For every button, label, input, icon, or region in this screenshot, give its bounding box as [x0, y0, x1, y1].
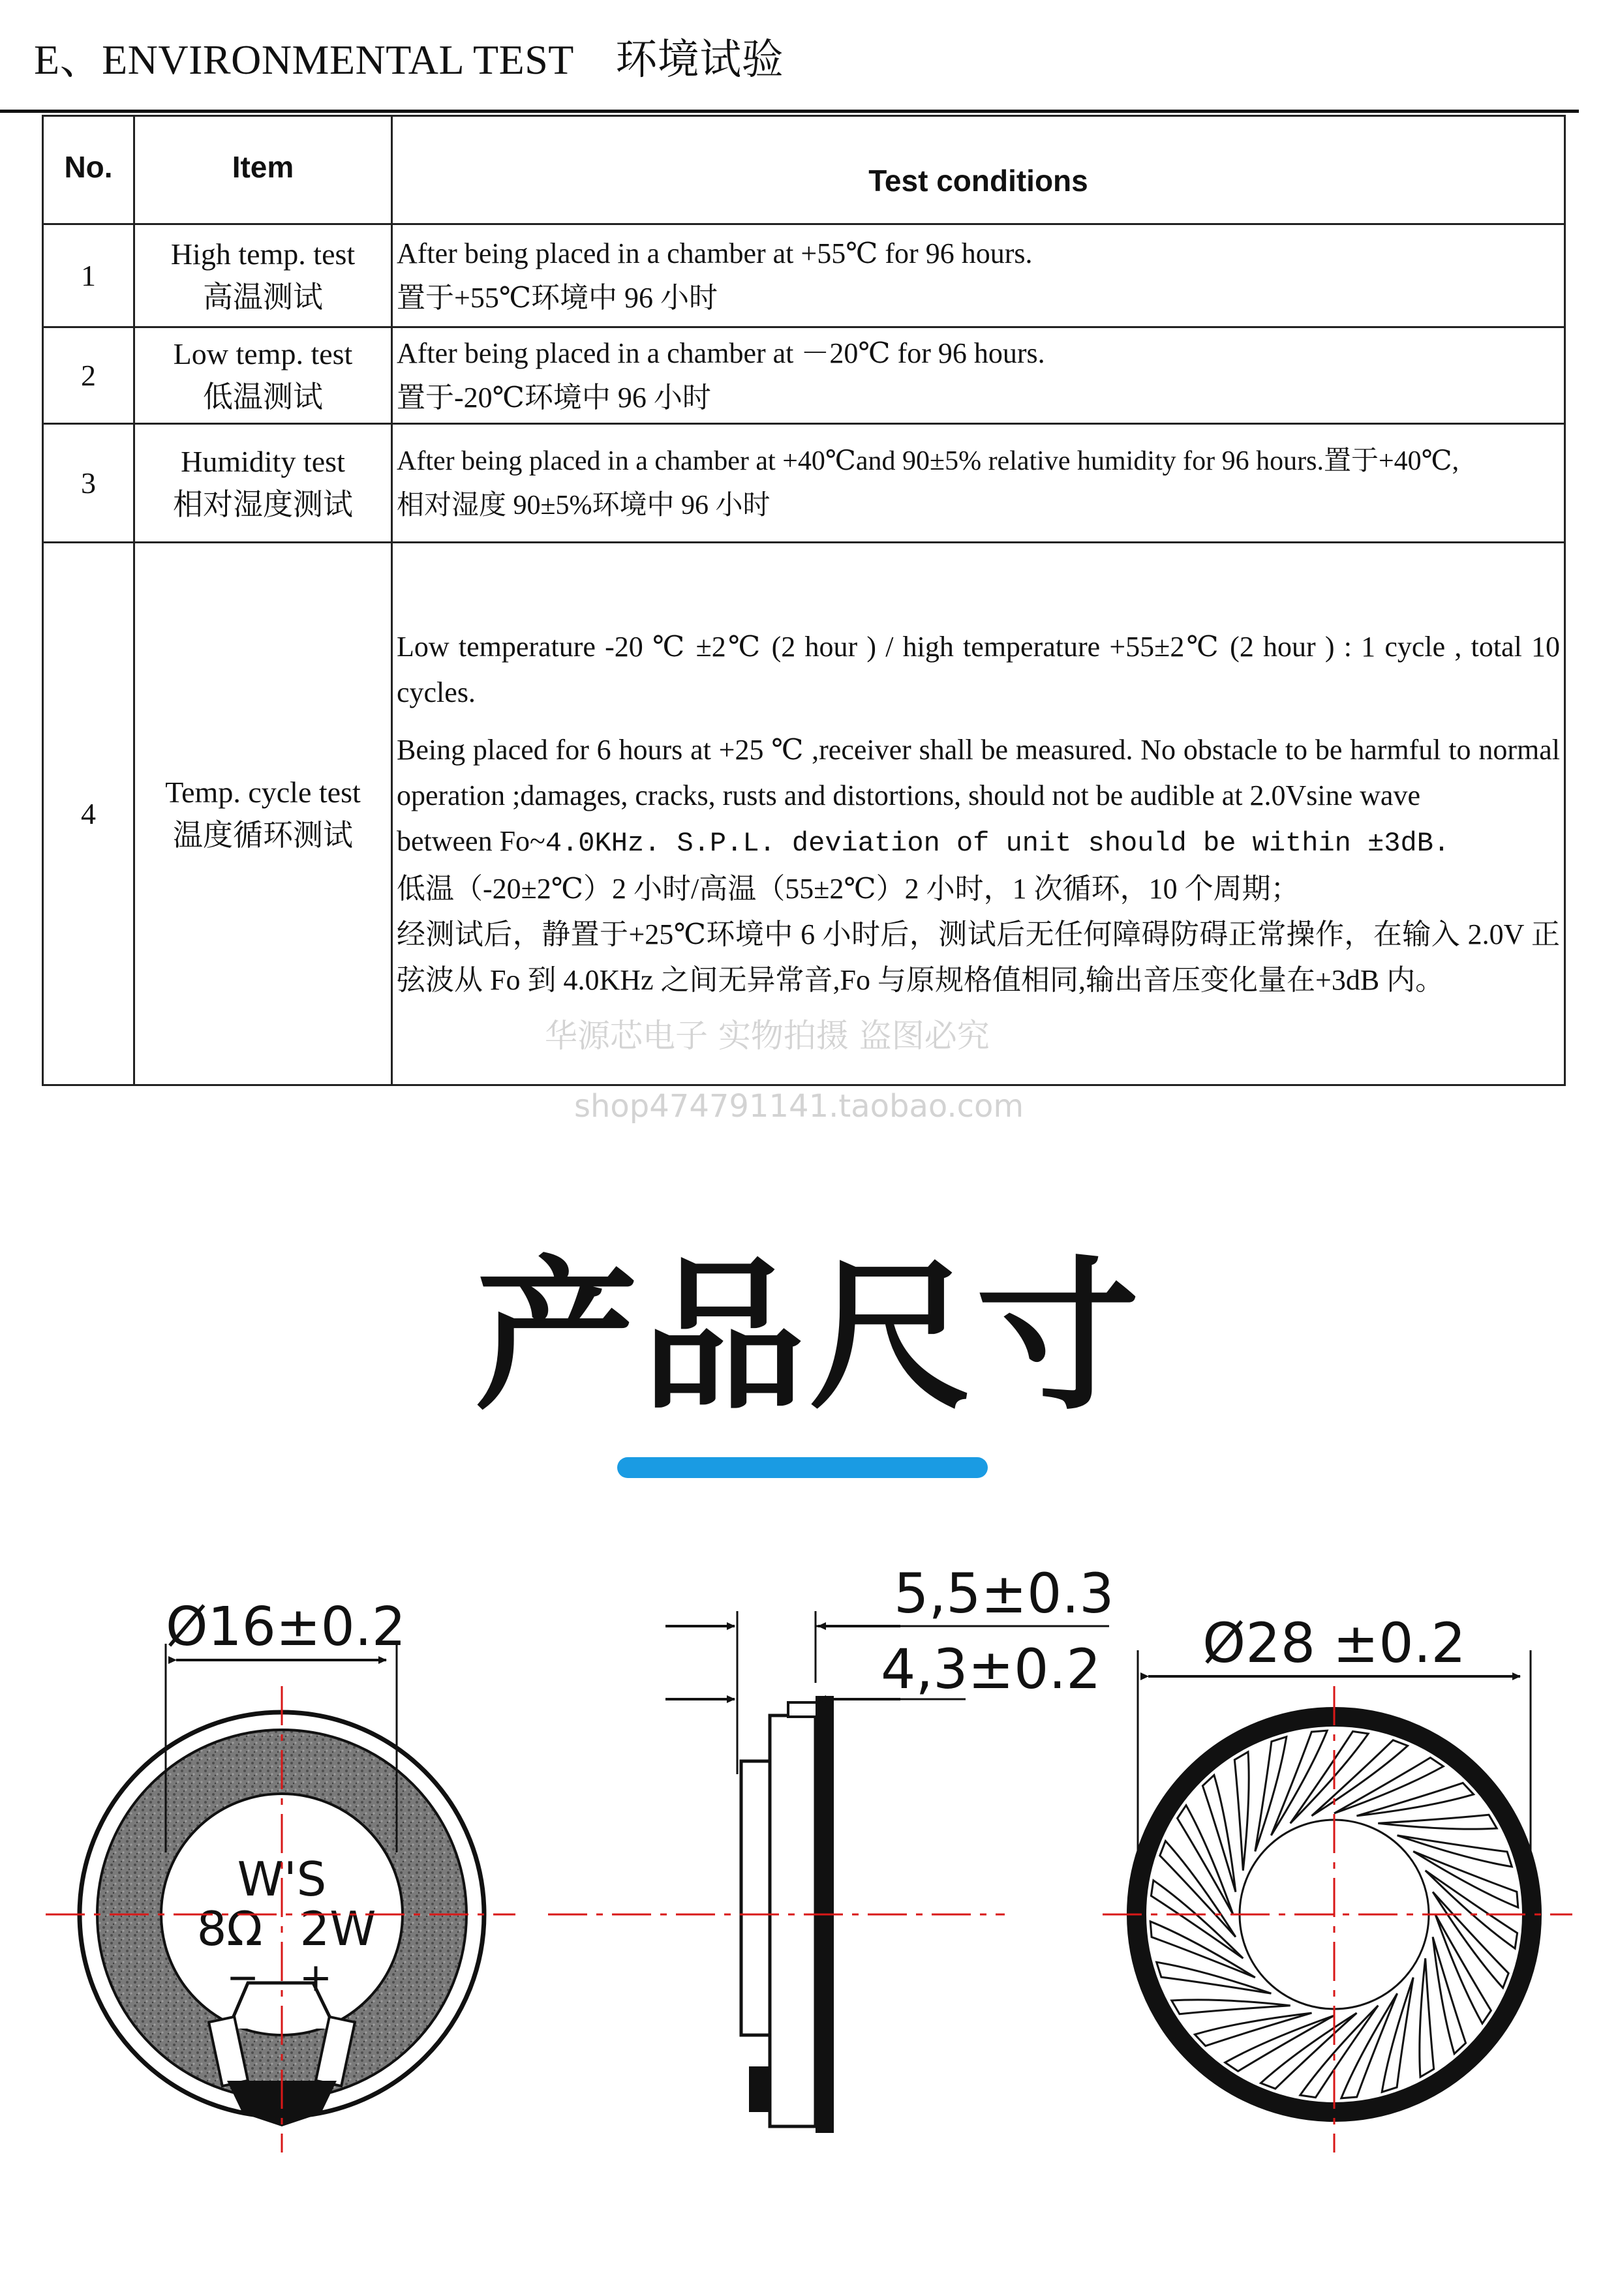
condition-en: After being placed in a chamber at +40℃and 90±5% relative humidity for 96 hours.置于+40℃, [397, 446, 1459, 476]
condition-en: After being placed in a chamber at +55℃ for 96 hours. [397, 237, 1033, 269]
row-number: 4 [43, 543, 134, 1085]
condition-cycle: Low temperature -20 ℃ ±2℃ (2 hour ) / high temperature +55±2℃ (2 hour ) : 1 cycle , total 10 cycles. [397, 631, 1560, 708]
header-conditions: Test conditions [392, 116, 1565, 224]
side-view-drawing [548, 1562, 1114, 2133]
item-name-en: Humidity test [181, 444, 345, 478]
watermark-shop: 华源芯电子 实物拍摄 盗图必究 [545, 1017, 990, 1055]
section-heading: E、ENVIRONMENTAL TEST 环境试验 [34, 37, 784, 83]
condition-spl-start: between Fo~ [397, 825, 545, 857]
condition-spl-rest: 4.0KHz. S.P.L. deviation of unit should be within ±3dB. [545, 828, 1450, 859]
body-thickness-dimension: 4,3±0.2 [881, 1637, 1101, 1701]
impedance-label: 8Ω [196, 1901, 263, 1956]
minus-terminal-label: − [226, 1955, 260, 2001]
watermark-url: shop474791141.taobao.com [574, 1088, 1024, 1125]
back-diameter-dimension: Ø16±0.2 [166, 1596, 406, 1658]
front-diameter-dimension: Ø28 ±0.2 [1202, 1611, 1466, 1675]
condition-measure-cn: 经测试后，静置于+25℃环境中 6 小时后，测试后无任何障碍防碍正常操作，在输入 2.0V 正弦波从 Fo 到 4.0KHz 之间无异常音,Fo 与原规格值相同,输出音压变化量在+3dB 内。 [397, 918, 1560, 996]
condition-cn: 相对湿度 90±5%环境中 96 小时 [397, 490, 771, 521]
front-view-drawing [1103, 1611, 1572, 2152]
item-name-en: Low temp. test [173, 337, 353, 370]
row-number: 1 [43, 224, 134, 327]
condition-en: After being placed in a chamber at －20℃ for 96 hours. [397, 337, 1045, 369]
item-name-cn: 温度循环测试 [173, 818, 353, 852]
brand-label: W'S [237, 1852, 327, 1907]
item-name-en: Temp. cycle test [165, 775, 361, 809]
side-body [770, 1715, 816, 2126]
back-view-drawing [46, 1596, 515, 2152]
condition-cn: 置于-20℃环境中 96 小时 [397, 381, 711, 414]
total-thickness-dimension: 5,5±0.3 [894, 1562, 1114, 1625]
header-no: No. [43, 116, 134, 224]
row-number: 3 [43, 424, 134, 543]
item-name-cn: 低温测试 [203, 380, 323, 414]
plus-terminal-label: + [299, 1955, 333, 2001]
side-terminal-nub [749, 2066, 770, 2112]
condition-cycle-cn: 低温（-20±2℃）2 小时/高温（55±2℃）2 小时，1 次循环，10 个周期； [397, 873, 1300, 905]
item-name-cn: 高温测试 [203, 280, 323, 314]
row-number: 2 [43, 327, 134, 424]
item-name-en: High temp. test [170, 237, 356, 271]
side-back-step [741, 1761, 770, 2035]
header-item: Item [134, 116, 392, 224]
power-label: 2W [299, 1901, 376, 1956]
condition-cn: 置于+55℃环境中 96 小时 [397, 281, 718, 314]
product-dimensions-title: 产品尺寸 [475, 1242, 1143, 1432]
item-name-cn: 相对湿度测试 [173, 487, 353, 521]
condition-measure: Being placed for 6 hours at +25 ℃ ,receiver shall be measured. No obstacle to be harmful to normal operation ;damages, cracks, rusts and distortions, should not be audible at 2.0Vsine wave [397, 734, 1560, 811]
side-top-lip [788, 1702, 817, 1717]
